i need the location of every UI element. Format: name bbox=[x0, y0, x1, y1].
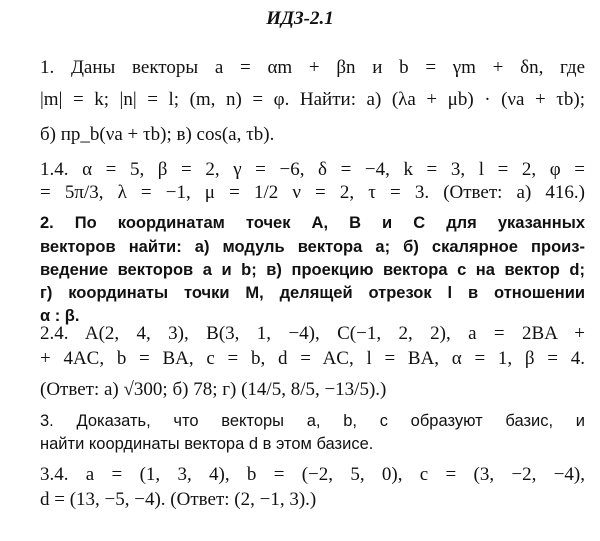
problem-2-line-5: α : β. bbox=[40, 307, 80, 325]
page-title: ИДЗ-2.1 bbox=[266, 8, 334, 29]
variant-2-4-answer: (Ответ: а) √300; б) 78; г) (14/5, 8/5, −13/5).) bbox=[40, 379, 387, 400]
variant-2-4-line-1: 2.4. A(2, 4, 3), B(3, 1, −4), C(−1, 2, 2), a = 2BA + bbox=[40, 323, 585, 344]
problem-2-line-1: 2. По координатам точек A, B и C для указанных bbox=[40, 214, 585, 232]
problem-3-line-2: найти координаты вектора d в этом базисе. bbox=[40, 435, 374, 453]
problem-2-line-4: г) координаты точки M, делящей отрезок l в отношении bbox=[40, 284, 585, 302]
variant-3-4-line-1: 3.4. a = (1, 3, 4), b = (−2, 5, 0), c = (3, −2, −4), bbox=[40, 464, 585, 485]
variant-3-4-line-2: d = (13, −5, −4). (Ответ: (2, −1, 3).) bbox=[40, 489, 317, 510]
problem-2-line-3: ведение векторов a и b; в) проекцию вектора c на вектор d; bbox=[40, 261, 585, 279]
problem-1-line-1: 1. Даны векторы a = αm + βn и b = γm + δn, где bbox=[40, 57, 585, 78]
variant-1-4-line-1: 1.4. α = 5, β = 2, γ = −6, δ = −4, k = 3, l = 2, φ = bbox=[40, 159, 585, 180]
variant-1-4-line-2: = 5π/3, λ = −1, μ = 1/2 ν = 2, τ = 3. (Ответ: а) 416.) bbox=[40, 182, 585, 203]
problem-1-line-3: б) пр_b(νa + τb); в) cos(a, τb). bbox=[40, 124, 275, 145]
variant-2-4-line-2: + 4AC, b = BA, c = b, d = AC, l = BA, α = 1, β = 4. bbox=[40, 348, 585, 369]
problem-1-line-2: |m| = k; |n| = l; (m, n) = φ. Найти: а) (λa + μb) · (νa + τb); bbox=[40, 89, 585, 110]
problem-2-line-2: векторов найти: а) модуль вектора a; б) скалярное произ- bbox=[40, 238, 585, 256]
problem-3-line-1: 3. Доказать, что векторы a, b, c образуют базис, и bbox=[40, 412, 585, 430]
